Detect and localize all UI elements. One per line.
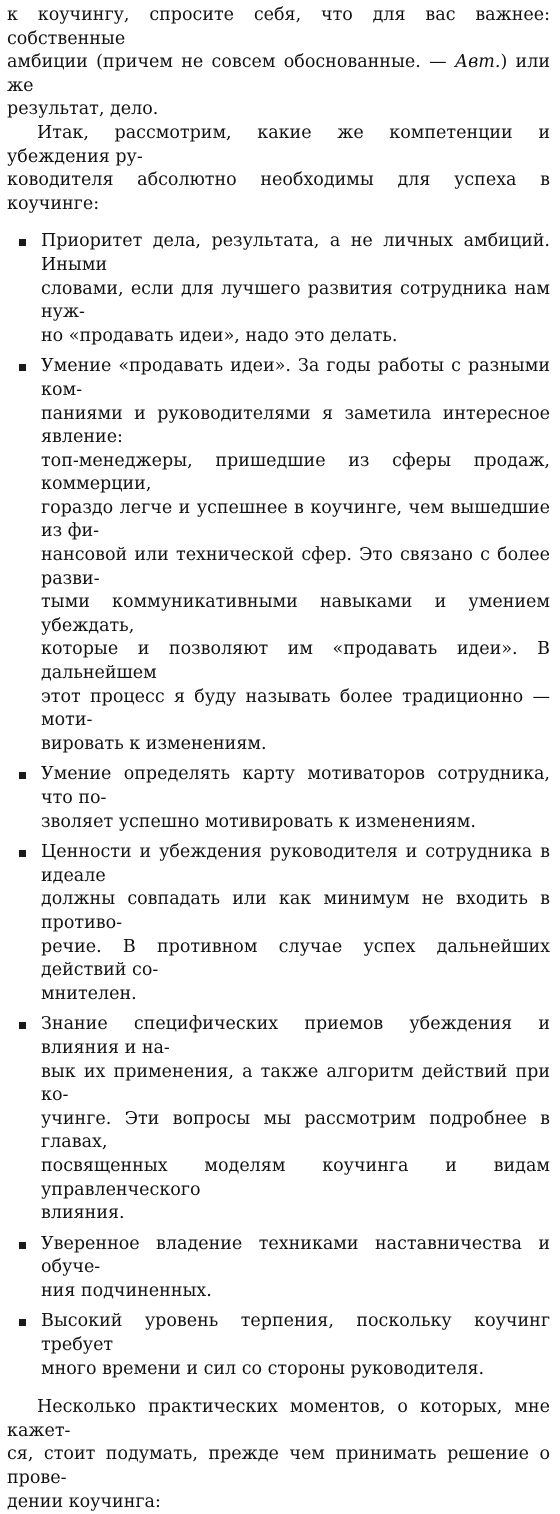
list-item-text: Уверенное владение техниками наставничества и обуче- ния подчиненных. <box>41 1233 550 1301</box>
lead-paragraph: Итак, рассмотрим, какие же компетенции и убеждения ру- ководителя абсолютно необходимы для успеха в коучинге: <box>7 122 550 214</box>
list-item-text: Ценности и убеждения руководителя и сотрудника в идеале должны совпадать или как минимум не входить в противо- речие. В противном случае успех дальнейших действий со- мнителен. <box>41 842 550 1004</box>
bullet-square-icon <box>19 1319 26 1326</box>
intro-line-2-end: ) или же <box>7 52 550 96</box>
list-item-text: Умение «продавать идеи». За годы работы с разными ком- паниями и руководителями я заметила интересное явление: топ-менеджеры, пришедшие из сферы продаж, коммерции, гораздо легче и успешнее в коучинге, чем вышедшие из фи- нансовой или технической сфер. Это связано с более разви- тыми коммуникативными навыками и умением убеждать, которые и позволяют им «продавать идеи». В дальнейшем этот процесс я буду называть более традиционно — моти- вировать к изменениям. <box>41 356 550 754</box>
list-item-text: Высокий уровень терпения, поскольку коучинг требует много времени и сил со стороны руководителя. <box>41 1311 550 1379</box>
bullet-square-icon <box>19 239 26 246</box>
list-item <box>7 1310 550 1381</box>
competency-list <box>7 230 550 1381</box>
list-item-text: Приоритет дела, результата, а не личных амбиций. Иными словами, если для лучшего развития сотрудника нам нуж- но «продавать идеи», надо это делать. <box>41 231 550 346</box>
bullet-square-icon <box>19 1242 26 1249</box>
list-item-text: Знание специфических приемов убеждения и влияния и на- вык их применения, а также алгоритм действий при ко- учинге. Эти вопросы мы рассмотрим подробнее в главах, посвященных моделям коучинга и видам управленческого влияния. <box>41 1014 550 1224</box>
intro-line-2-start: амбиции (причем не совсем обоснованные. — <box>7 52 455 73</box>
list-item <box>7 230 550 348</box>
list-item-text: Умение определять карту мотиваторов сотрудника, что по- зволяет успешно мотивировать к изменениям. <box>41 764 550 832</box>
author-note: Авт. <box>454 52 501 73</box>
intro-paragraph <box>7 4 550 122</box>
closing-paragraph: Несколько практических моментов, о которых, мне кажет- ся, стоит подумать, прежде чем принимать решение о прове- дении коучинга: <box>7 1397 550 1512</box>
bullet-square-icon <box>19 364 26 371</box>
list-item <box>7 841 550 1006</box>
intro-line-1: к коучингу, спросите себя, что для вас важнее: собственные <box>7 5 550 49</box>
bullet-square-icon <box>19 1022 26 1029</box>
bullet-square-icon <box>19 850 26 857</box>
list-item <box>7 1013 550 1225</box>
bullet-square-icon <box>19 772 26 779</box>
list-item <box>7 1233 550 1304</box>
intro-line-3: результат, дело. <box>7 99 159 120</box>
list-item <box>7 355 550 756</box>
list-item <box>7 763 550 834</box>
